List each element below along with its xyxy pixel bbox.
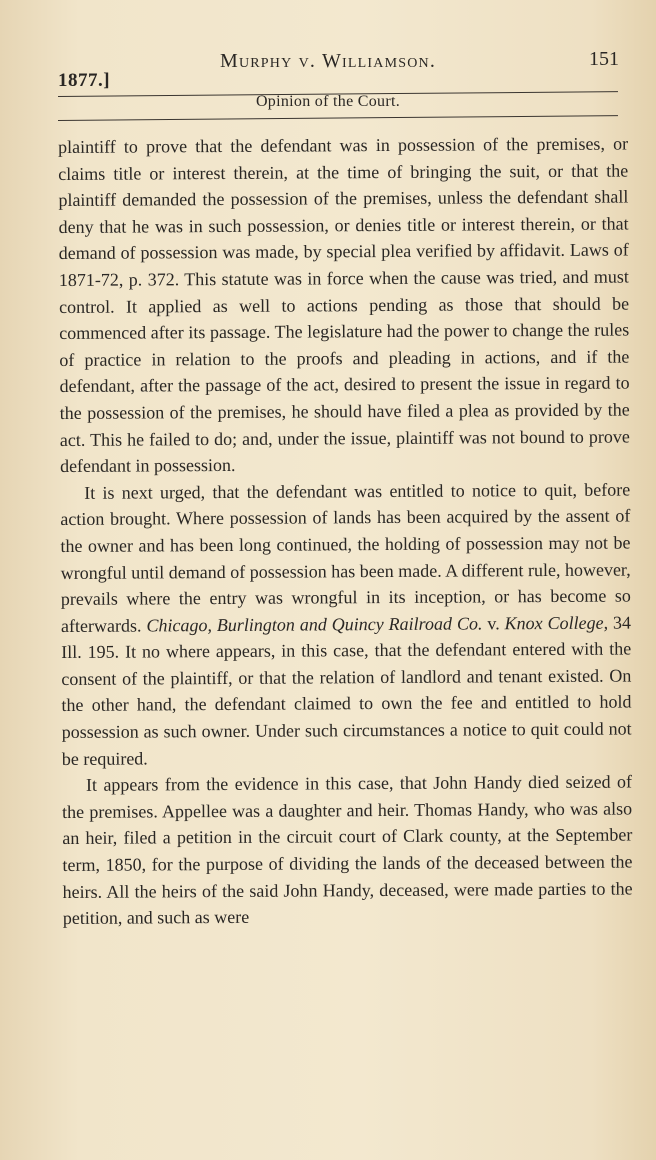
case-versus: v. <box>487 612 500 634</box>
header-rule-bottom <box>58 115 618 121</box>
cited-case-name: Chicago, Burlington and Quincy Railroad Co. <box>146 613 483 636</box>
paragraph-2-text-after: 34 Ill. 195. It no where appears, in this case, that the defendant entered with the consent of the plaintiff, or that the relation of landlord and tenant existed. On the other hand, the defendant claimed to own the fee and entitled to hold possession as such owner. Under such circumstances a notice to quit could not be required. <box>61 612 632 769</box>
paragraph-2 <box>60 476 632 772</box>
volume-year: 1877.] <box>58 70 111 91</box>
page-number: 151 <box>589 48 619 70</box>
running-title: Murphy v. Williamson. <box>219 50 437 72</box>
opinion-text <box>58 131 633 932</box>
cited-case-party: Knox College, <box>504 612 609 633</box>
section-heading: Opinion of the Court. <box>255 93 401 110</box>
paragraph-3: It appears from the evidence in this case, that John Handy died seized of the premises. Appellee was a daughter and heir. Thomas Handy, who was also an heir, filed a petition in the circuit court of Clark county, at the September term, 1850, for the purpose of dividing the lands of the deceased between the heirs. All the heirs of the said John Handy, deceased, were made parties to the petition, and such as were <box>62 771 633 929</box>
paragraph-1: plaintiff to prove that the defendant was in possession of the premises, or claims title or interest therein, at the time of bringing the suit, or that the plaintiff demanded the possession of the premises, unless the defendant shall deny that he was in such possession, or denies title or interest therein, or that demand of possession was made, by special plea verified by affidavit. Laws of 1871-72, p. 372. This statute was in force when the cause was tried, and must control. It applied as well to actions pending as those that should be commenced after its passage. The legislature had the power to change the rules of practice in relation to the proofs and pleading in actions, and if the defendant, after the passage of the act, desired to present the issue in regard to the possession of the premises, he should have filed a plea as provided by the act. This he failed to do; and, under the issue, plaintiff was not bound to prove defendant in possession. <box>58 133 630 477</box>
paragraph-2-text-before: It is next urged, that the defendant was entitled to notice to quit, before action brought. Where possession of lands has been acquired by the assent of the owner and has been long continued, the holding of possession may not be wrongful until demand of possession has been made. A different rule, however, prevails where the entry was wrongful in its inception, or has become so afterwards. <box>60 479 631 636</box>
